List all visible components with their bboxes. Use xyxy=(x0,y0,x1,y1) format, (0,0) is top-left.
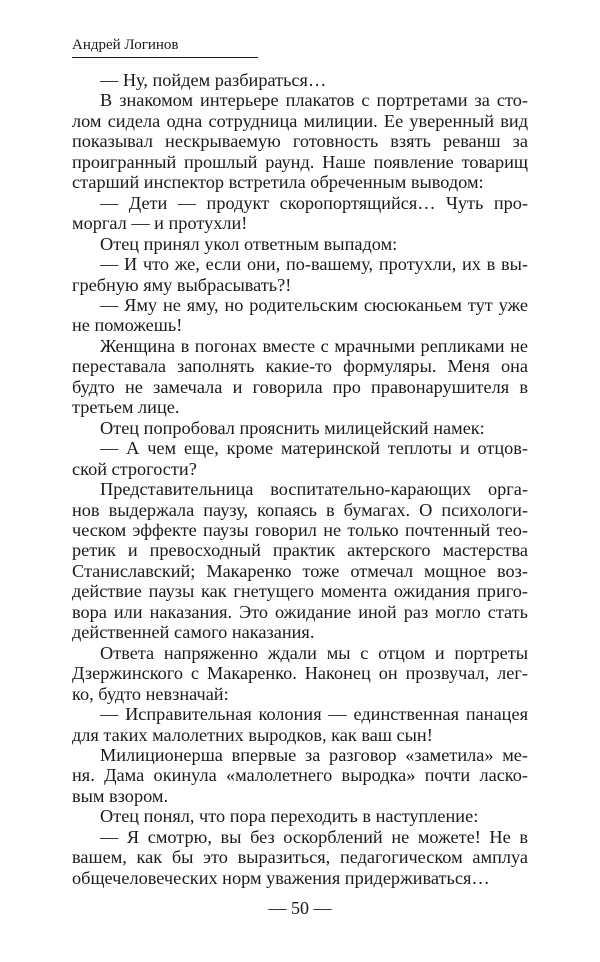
text-line: Отец понял, что пора переходить в наступление: xyxy=(100,806,479,827)
text-line: — Яму не яму, но родительским сюсюканьем тут уже xyxy=(100,294,528,315)
text-line: Отец принял укол ответным выпадом: xyxy=(100,233,398,254)
paragraph xyxy=(72,479,528,643)
paragraph xyxy=(72,90,528,192)
paragraph xyxy=(72,704,528,745)
text-line: действие паузы как гнетущего момента ожидания приго- xyxy=(72,581,528,602)
text-line: Станиславский; Макаренко тоже отмечал мощное воз- xyxy=(72,560,528,581)
text-line: гребную яму выбрасывать?! xyxy=(72,274,292,295)
text-line: ня. Дама окинула «малолетнего выродка» почти ласко- xyxy=(72,765,528,786)
text-line: общечеловеческих норм уважения придерживаться… xyxy=(72,867,490,888)
text-line: В знакомом интерьере плакатов с портретами за сто- xyxy=(100,90,528,111)
page-number: — 50 — xyxy=(268,898,332,918)
paragraph xyxy=(72,295,528,336)
paragraph xyxy=(72,806,528,826)
running-head-author: Андрей Логинов xyxy=(72,36,258,58)
paragraph xyxy=(72,234,528,254)
paragraph xyxy=(72,193,528,234)
text-line: третьем лице. xyxy=(72,397,180,418)
text-line: — Я смотрю, вы без оскорблений не можете! Не в xyxy=(100,826,528,847)
paragraph xyxy=(72,643,528,704)
paragraph xyxy=(72,254,528,295)
text-line: лом сидела одна сотрудница милиции. Ее уверенный вид xyxy=(72,110,528,131)
text-line: будто не замечала и говорила про правонарушителя в xyxy=(72,376,528,397)
text-line: нов выдержала паузу, копаясь в бумагах. О психологи- xyxy=(72,499,528,520)
paragraph xyxy=(72,745,528,806)
text-line: вым взором. xyxy=(72,785,169,806)
text-line: Женщина в погонах вместе с мрачными репликами не xyxy=(100,335,528,356)
paragraph xyxy=(72,70,528,90)
paragraph xyxy=(72,336,528,418)
text-line: для таких малолетних выродков, как ваш сын! xyxy=(72,724,433,745)
text-line: Дзержинского с Макаренко. Наконец он прозвучал, лег- xyxy=(72,663,528,684)
text-line: — А чем еще, кроме материнской теплоты и отцов- xyxy=(100,438,528,459)
text-line: — Исправительная колония — единственная панацея xyxy=(100,704,528,725)
text-line: Представительница воспитательно-карающих орга- xyxy=(100,479,528,500)
text-line: вашем, как бы это выразиться, педагогическом амплуа xyxy=(72,847,528,868)
text-line: старший инспектор встретила обреченным выводом: xyxy=(72,172,484,193)
text-line: ческом эффекте паузы говорил не только почтенный тео- xyxy=(72,519,528,540)
text-line: — И что же, если они, по-вашему, протухли, их в вы- xyxy=(100,254,528,275)
text-line: вора или наказания. Это ожидание иной раз могло стать xyxy=(72,601,528,622)
paragraph xyxy=(72,418,528,438)
text-line: Отец попробовал прояснить милицейский намек: xyxy=(100,417,485,438)
text-line: показывал нескрываемую готовность взять реванш за xyxy=(72,131,528,152)
text-line: действенней самого наказания. xyxy=(72,622,315,643)
text-line: ретик и превосходный практик актерского мастерства xyxy=(72,540,528,561)
text-line: Ответа напряженно ждали мы с отцом и портреты xyxy=(100,642,528,663)
text-line: проигранный прошлый раунд. Наше появление товарищ xyxy=(72,151,528,172)
text-line: моргал — и протухли! xyxy=(72,213,248,234)
text-line: — Ну, пойдем разбираться… xyxy=(100,70,327,90)
text-line: не поможешь! xyxy=(72,315,183,336)
page-body-text xyxy=(72,70,528,888)
text-line: ко, будто невзначай: xyxy=(72,683,229,704)
paragraph xyxy=(72,827,528,888)
text-line: — Дети — продукт скоропортящийся… Чуть про- xyxy=(100,192,528,213)
paragraph xyxy=(72,438,528,479)
text-line: переставала заполнять какие-то формуляры. Меня она xyxy=(72,356,528,377)
text-line: ской строгости? xyxy=(72,458,197,479)
text-line: Милиционерша впервые за разговор «заметила» ме- xyxy=(100,744,528,765)
